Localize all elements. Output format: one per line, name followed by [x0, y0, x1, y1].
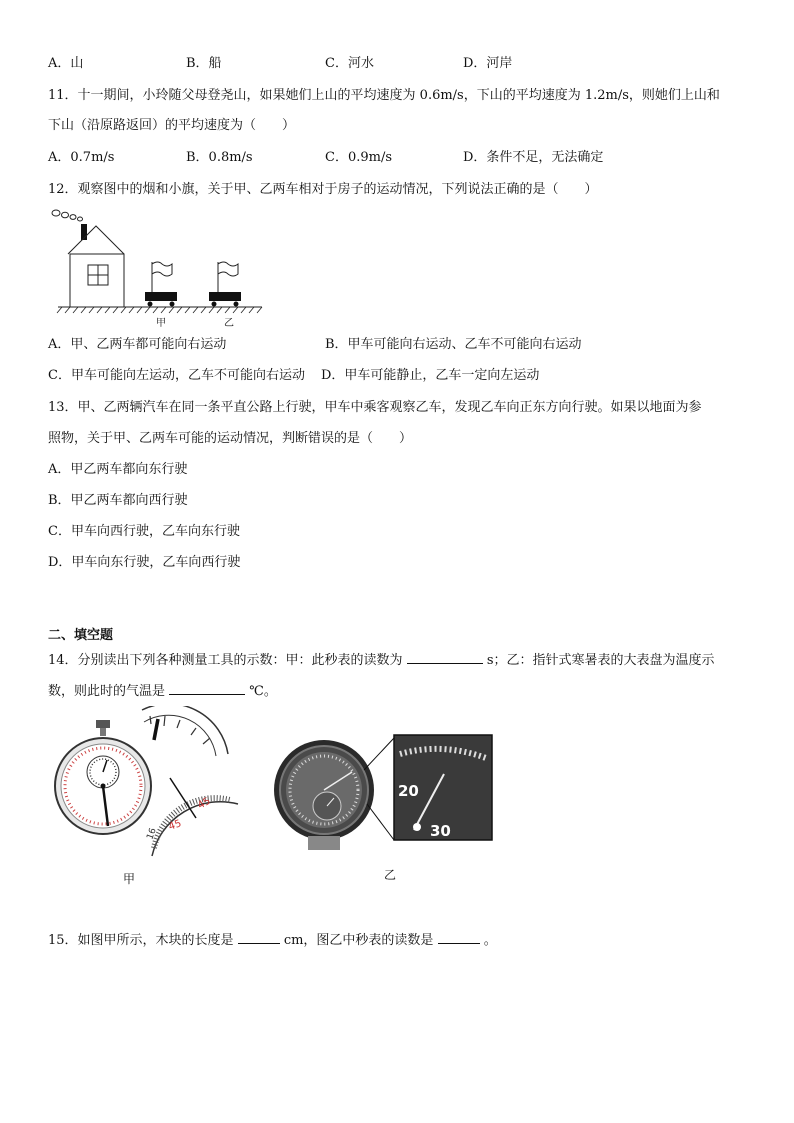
q14-text-1a: 14．分别读出下列各种测量工具的示数：甲：此秒表的读数为	[48, 653, 403, 668]
q12-figure-house-cars	[48, 204, 268, 330]
q10-option-b: B．船	[186, 56, 222, 71]
q11-option-c: C．0.9m/s	[325, 150, 392, 165]
q14-caption-yi: 乙	[384, 868, 397, 882]
q12-label-jia: 甲	[156, 318, 166, 329]
q14-text-1b: s；乙：指针式寒暑表的大表盘为温度示	[486, 653, 715, 668]
q15-blank-length[interactable]	[238, 930, 280, 944]
q12-stem: 12．观察图中的烟和小旗，关于甲、乙两车相对于房子的运动情况，下列说法正确的是（ ）	[48, 182, 598, 197]
q10-option-a: A．山	[48, 56, 84, 71]
q14-scale-number-45a: 45	[196, 795, 213, 812]
q14-blank-temperature[interactable]	[169, 681, 245, 695]
q13-option-a: A．甲乙两车都向东行驶	[48, 462, 188, 477]
q15-stem	[48, 930, 497, 949]
q15-text-c: 。	[483, 933, 497, 948]
q15-text-b: cm，图乙中秒表的读数是	[283, 933, 434, 948]
q10-option-c: C．河水	[325, 56, 374, 71]
q13-stem-line1: 13．甲、乙两辆汽车在同一条平直公路上行驶，甲车中乘客观察乙车，发现乙车向正东方向行驶。如果以地面为参	[48, 400, 702, 415]
q14-thermometer-figure	[272, 732, 494, 862]
q12-option-d: D．甲车可能静止，乙车一定向左运动	[321, 368, 540, 383]
q13-option-b: B．甲乙两车都向西行驶	[48, 493, 188, 508]
q14-dial-number-30: 30	[430, 822, 451, 840]
q14-text-2a: 数，则此时的气温是	[48, 684, 166, 699]
q14-caption-jia: 甲	[123, 872, 136, 886]
q11-stem-line1: 11．十一期间，小玲随父母登尧山，如果她们上山的平均速度为 0.6m/s，下山的平均速度为 1.2m/s，则她们上山和	[48, 88, 720, 103]
q11-option-a: A．0.7m/s	[48, 150, 115, 165]
q11-stem-line2: 下山（沿原路返回）的平均速度为（ ）	[48, 118, 296, 133]
q13-stem-line2: 照物，关于甲、乙两车可能的运动情况，判断错误的是（ ）	[48, 431, 413, 446]
q11-option-d: D．条件不足，无法确定	[463, 150, 604, 165]
q14-text-2b: ℃。	[249, 684, 277, 699]
q14-stopwatch-figure	[50, 706, 245, 866]
q14-scale-number-16: 16	[145, 826, 159, 842]
q13-option-d: D．甲车向东行驶，乙车向西行驶	[48, 555, 241, 570]
q12-option-b: B．甲车可能向右运动、乙车不可能向右运动	[325, 337, 582, 352]
q13-option-c: C．甲车向西行驶，乙车向东行驶	[48, 524, 240, 539]
q14-scale-number-45b: 45	[167, 818, 183, 833]
q10-option-d: D．河岸	[463, 56, 513, 71]
q15-blank-stopwatch[interactable]	[438, 930, 480, 944]
q15-text-a: 15．如图甲所示，木块的长度是	[48, 933, 234, 948]
q14-blank-stopwatch[interactable]	[407, 650, 483, 664]
section-fill-in-title: 二、填空题	[48, 628, 114, 643]
q12-label-yi: 乙	[224, 318, 234, 329]
q14-stem-line1	[48, 650, 715, 669]
q12-option-c: C．甲车可能向左运动，乙车不可能向右运动	[48, 368, 305, 383]
q14-stem-line2	[48, 681, 277, 700]
q11-option-b: B．0.8m/s	[186, 150, 253, 165]
q12-option-a: A．甲、乙两车都可能向右运动	[48, 337, 227, 352]
q14-dial-number-20: 20	[398, 782, 419, 800]
